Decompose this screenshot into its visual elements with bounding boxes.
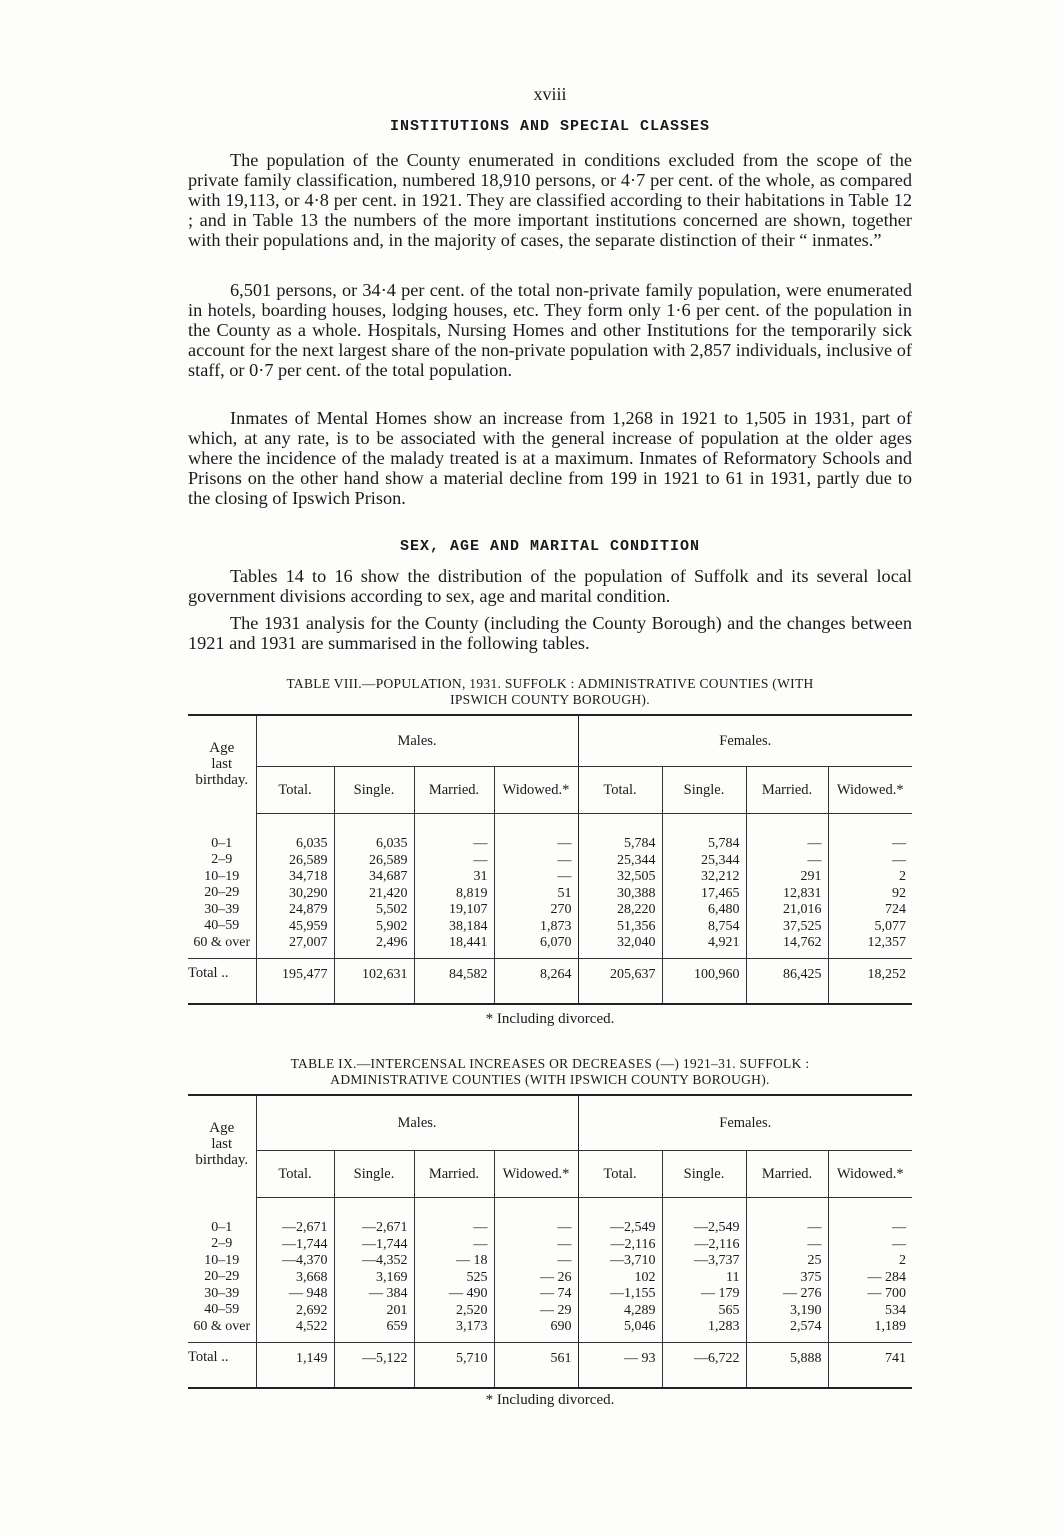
table-cell: 375 bbox=[800, 1269, 822, 1285]
age-column bbox=[188, 1198, 256, 1343]
column-header: Married. bbox=[414, 1151, 494, 1198]
column-header: Widowed.* bbox=[828, 767, 912, 814]
total-cell: 195,477 bbox=[256, 958, 334, 1004]
table-8-footnote: * Including divorced. bbox=[485, 1011, 615, 1027]
table-cell: 201 bbox=[386, 1302, 408, 1318]
table-cell: — bbox=[473, 1236, 488, 1252]
table-cell: — bbox=[807, 836, 822, 851]
section-heading-institutions: INSTITUTIONS AND SPECIAL CLASSES bbox=[389, 118, 711, 135]
column-header: Total. bbox=[256, 767, 334, 814]
paragraph-2-text: 6,501 persons, or 34·4 per cent. of the total non-private family population, were enumerated in hotels, boarding houses, lodging houses, etc. They form only 1·6 per cent. of the population in the County as a whole. Hospitals, Nursing Homes and other Institutions for the temporarily sick account for the next largest share of the non-private population with 2,857 individuals, inclusive of staff, or 0·7 per cent. of the total population. bbox=[188, 280, 912, 380]
table-cell: — bbox=[807, 852, 822, 868]
table-cell: —2,116 bbox=[610, 1236, 656, 1252]
paragraph-5 bbox=[188, 613, 912, 653]
column-header: Widowed.* bbox=[494, 1151, 578, 1198]
table-cell: 4,289 bbox=[624, 1302, 656, 1318]
table-cell: — 490 bbox=[449, 1286, 488, 1301]
column-header: Married. bbox=[414, 767, 494, 814]
table-cell: 6,035 bbox=[376, 836, 408, 851]
data-column bbox=[828, 1198, 912, 1343]
age-header bbox=[188, 1095, 256, 1198]
age-label: 60 & over bbox=[193, 934, 251, 950]
table-cell: 34,687 bbox=[369, 869, 408, 884]
table-cell: —1,744 bbox=[362, 1236, 408, 1252]
table-cell: 26,589 bbox=[289, 852, 328, 868]
paragraph-4 bbox=[188, 566, 912, 606]
table-cell: 6,070 bbox=[540, 935, 572, 950]
table-cell: 3,668 bbox=[296, 1269, 328, 1285]
column-header: Single. bbox=[662, 767, 746, 814]
table-8-caption bbox=[188, 676, 912, 708]
table-cell: 5,902 bbox=[376, 918, 408, 934]
data-column bbox=[746, 1198, 828, 1343]
total-cell: 561 bbox=[494, 1342, 578, 1388]
table-8 bbox=[188, 714, 912, 1005]
females-header: Females. bbox=[578, 715, 912, 767]
table-cell: 14,762 bbox=[783, 935, 822, 950]
males-header: Males. bbox=[256, 715, 578, 767]
age-column bbox=[188, 814, 256, 959]
data-column bbox=[662, 1198, 746, 1343]
total-cell: 741 bbox=[885, 1350, 906, 1366]
table-cell: —4,352 bbox=[362, 1253, 408, 1268]
paragraph-5-text: The 1931 analysis for the County (including the County Borough) and the changes between 1921 and 1931 are summarised in the following tables. bbox=[188, 613, 912, 653]
table-cell: — bbox=[892, 836, 906, 851]
table-cell: — bbox=[807, 1220, 822, 1235]
table-cell: — bbox=[557, 869, 572, 884]
total-label: Total .. bbox=[188, 958, 256, 1004]
table-cell: — bbox=[473, 1220, 488, 1235]
column-header-row bbox=[188, 767, 912, 814]
table-cell: — 26 bbox=[540, 1269, 572, 1285]
table-cell: — 18 bbox=[456, 1253, 488, 1268]
paragraph-1 bbox=[188, 150, 912, 250]
table-cell: 534 bbox=[885, 1302, 906, 1318]
table-cell: —3,710 bbox=[610, 1253, 656, 1268]
age-label: 60 & over bbox=[193, 1318, 251, 1334]
column-header: Widowed.* bbox=[494, 767, 578, 814]
table-cell: — bbox=[557, 1236, 572, 1252]
table-cell: 724 bbox=[885, 902, 906, 917]
table-cell: 2 bbox=[899, 869, 906, 884]
table-cell: 8,819 bbox=[456, 885, 488, 901]
table-cell: 25,344 bbox=[701, 852, 740, 868]
total-row bbox=[188, 958, 912, 1004]
table-cell: 690 bbox=[550, 1319, 572, 1334]
table-cell: — bbox=[557, 836, 572, 851]
table-cell: 565 bbox=[718, 1302, 740, 1318]
total-label: Total .. bbox=[188, 1342, 256, 1388]
table-cell: 1,873 bbox=[540, 918, 572, 934]
table-cell: 5,046 bbox=[624, 1319, 656, 1334]
age-label: 10–19 bbox=[204, 1252, 240, 1268]
age-label: 30–39 bbox=[204, 1285, 240, 1301]
table-cell: — bbox=[557, 1220, 572, 1235]
table-cell: 25,344 bbox=[617, 852, 656, 868]
table-cell: 37,525 bbox=[783, 918, 822, 934]
data-column bbox=[746, 814, 828, 959]
table-cell: 24,879 bbox=[289, 902, 328, 917]
table-cell: 6,480 bbox=[708, 902, 740, 917]
total-cell: —6,722 bbox=[662, 1342, 746, 1388]
age-header-line: birthday. bbox=[195, 1152, 249, 1168]
column-header: Total. bbox=[578, 767, 662, 814]
age-label: 40–59 bbox=[204, 918, 240, 934]
age-label: 0–1 bbox=[211, 835, 233, 851]
table-cell: —3,737 bbox=[694, 1253, 740, 1268]
table-cell: 51 bbox=[557, 885, 572, 901]
table-cell: 30,388 bbox=[617, 885, 656, 901]
table-cell: 19,107 bbox=[449, 902, 488, 917]
table-cell: 27,007 bbox=[289, 935, 328, 950]
table-cell: — 29 bbox=[540, 1302, 572, 1318]
total-cell: 84,582 bbox=[414, 958, 494, 1004]
column-header: Single. bbox=[334, 1151, 414, 1198]
column-header: Total. bbox=[578, 1151, 662, 1198]
table-cell: 2,692 bbox=[296, 1302, 328, 1318]
table-cell: 51,356 bbox=[617, 918, 656, 934]
table-cell: 3,173 bbox=[456, 1319, 488, 1334]
table-cell: 21,016 bbox=[783, 902, 822, 917]
data-column bbox=[256, 814, 334, 959]
table-cell: 6,035 bbox=[296, 836, 328, 851]
table-cell: — bbox=[892, 1220, 906, 1235]
table-cell: 32,212 bbox=[701, 869, 740, 884]
males-header: Males. bbox=[256, 1095, 578, 1151]
table-cell: 34,718 bbox=[289, 869, 328, 884]
column-header: Total. bbox=[256, 1151, 334, 1198]
data-column bbox=[578, 1198, 662, 1343]
section-heading-sex-age: SEX, AGE AND MARITAL CONDITION bbox=[399, 538, 701, 555]
table-cell: — 700 bbox=[867, 1286, 906, 1301]
table-cell: 92 bbox=[892, 885, 906, 901]
total-row bbox=[188, 1342, 912, 1388]
age-header-line: Age bbox=[209, 740, 235, 756]
table-cell: 28,220 bbox=[617, 902, 656, 917]
table-cell: 1,283 bbox=[708, 1319, 740, 1334]
table-cell: 659 bbox=[386, 1319, 408, 1334]
data-column bbox=[828, 814, 912, 959]
data-column bbox=[414, 814, 494, 959]
age-header-line: birthday. bbox=[195, 772, 249, 788]
paragraph-1-text: The population of the County enumerated in conditions excluded from the scope of the private family classification, numbered 18,910 persons, or 4·7 per cent. of the whole, as compared with 19,113, or 4·8 per cent. in 1921. They are classified according to their habitations in Table 12 ; and in Table 13 the numbers of the more important institutions concerned are shown, together with their populations and, in the majority of cases, the separate distinction of their “ inmates.” bbox=[188, 150, 912, 250]
age-label: 40–59 bbox=[204, 1302, 240, 1318]
total-cell: 102,631 bbox=[334, 958, 414, 1004]
total-cell: 86,425 bbox=[746, 958, 828, 1004]
table-cell: 31 bbox=[473, 869, 488, 884]
total-cell: 8,264 bbox=[494, 958, 578, 1004]
table-cell: —4,370 bbox=[282, 1253, 328, 1268]
table-9 bbox=[188, 1094, 912, 1389]
table-cell: —2,549 bbox=[694, 1220, 740, 1235]
table-cell: —1,155 bbox=[610, 1286, 656, 1301]
table-cell: 12,357 bbox=[867, 935, 906, 950]
table-cell: — 179 bbox=[701, 1286, 740, 1301]
table-8-caption-line2: IPSWICH COUNTY BOROUGH). bbox=[450, 692, 650, 707]
data-column bbox=[334, 1198, 414, 1343]
table-cell: 2,520 bbox=[456, 1302, 488, 1318]
table-cell: — 284 bbox=[867, 1269, 906, 1285]
total-cell: 5,888 bbox=[746, 1342, 828, 1388]
total-cell: 205,637 bbox=[578, 958, 662, 1004]
table-cell: 1,189 bbox=[874, 1319, 906, 1334]
column-header: Married. bbox=[746, 767, 828, 814]
table-cell: —2,671 bbox=[362, 1220, 408, 1235]
table-cell: — bbox=[892, 1236, 906, 1252]
total-cell: — 93 bbox=[578, 1342, 662, 1388]
table-cell: 4,522 bbox=[296, 1319, 328, 1334]
age-label: 30–39 bbox=[204, 901, 240, 917]
table-cell: —2,671 bbox=[282, 1220, 328, 1235]
table-cell: 5,784 bbox=[624, 836, 656, 851]
data-column bbox=[494, 1198, 578, 1343]
table-cell: — 74 bbox=[540, 1286, 572, 1301]
table-cell: 18,441 bbox=[449, 935, 488, 950]
table-cell: 32,505 bbox=[617, 869, 656, 884]
table-cell: 5,784 bbox=[708, 836, 740, 851]
paragraph-3-text: Inmates of Mental Homes show an increase from 1,268 in 1921 to 1,505 in 1931, part of which, at any rate, is to be associated with the general increase of population at the older ages where the incidence of the malady treated is at a maximum. Inmates of Reformatory Schools and Prisons on the other hand show a material decline from 199 in 1921 to 61 in 1931, partly due to the closing of Ipswich Prison. bbox=[188, 408, 912, 508]
data-column bbox=[334, 814, 414, 959]
paragraph-3 bbox=[188, 408, 912, 508]
table-cell: —1,744 bbox=[282, 1236, 328, 1252]
age-label: 2–9 bbox=[211, 1236, 233, 1252]
column-header: Single. bbox=[334, 767, 414, 814]
table-cell: 8,754 bbox=[708, 918, 740, 934]
table-cell: 2,496 bbox=[376, 935, 408, 950]
column-header: Single. bbox=[662, 1151, 746, 1198]
column-header: Married. bbox=[746, 1151, 828, 1198]
table-cell: — bbox=[807, 1236, 822, 1252]
data-column bbox=[662, 814, 746, 959]
table-cell: 3,169 bbox=[376, 1269, 408, 1285]
table-cell: — 276 bbox=[783, 1286, 822, 1301]
table-cell: 525 bbox=[466, 1269, 488, 1285]
column-header: Widowed.* bbox=[828, 1151, 912, 1198]
table-cell: — bbox=[473, 852, 488, 868]
table-cell: 32,040 bbox=[617, 935, 656, 950]
age-header-line: last bbox=[211, 1136, 233, 1152]
table-cell: 12,831 bbox=[783, 885, 822, 901]
table-cell: 3,190 bbox=[790, 1302, 822, 1318]
females-header: Females. bbox=[578, 1095, 912, 1151]
table-cell: 291 bbox=[800, 869, 822, 884]
table-cell: 270 bbox=[550, 902, 572, 917]
data-column bbox=[414, 1198, 494, 1343]
page-number: xviii bbox=[533, 84, 567, 104]
data-column bbox=[256, 1198, 334, 1343]
age-header-line: last bbox=[211, 756, 233, 772]
age-header bbox=[188, 715, 256, 814]
total-cell: —5,122 bbox=[334, 1342, 414, 1388]
table-cell: 25 bbox=[807, 1253, 822, 1268]
age-label: 20–29 bbox=[204, 1269, 240, 1285]
age-header-line: Age bbox=[209, 1120, 235, 1136]
table-cell: — bbox=[557, 852, 572, 868]
paragraph-4-text: Tables 14 to 16 show the distribution of the population of Suffolk and its several local government divisions according to sex, age and marital condition. bbox=[188, 566, 912, 606]
data-column bbox=[578, 814, 662, 959]
age-label: 0–1 bbox=[211, 1219, 233, 1235]
data-row bbox=[188, 1198, 912, 1343]
age-label: 20–29 bbox=[204, 885, 240, 901]
table-cell: 30,290 bbox=[289, 885, 328, 901]
age-label: 2–9 bbox=[211, 852, 233, 868]
table-cell: — 948 bbox=[289, 1286, 328, 1301]
table-cell: 2 bbox=[899, 1253, 906, 1268]
column-header-row bbox=[188, 1151, 912, 1198]
table-cell: 21,420 bbox=[369, 885, 408, 901]
paragraph-2 bbox=[188, 280, 912, 380]
data-column bbox=[494, 814, 578, 959]
age-label: 10–19 bbox=[204, 868, 240, 884]
table-cell: 5,077 bbox=[874, 918, 906, 934]
total-cell: 1,149 bbox=[256, 1342, 334, 1388]
table-cell: — bbox=[557, 1253, 572, 1268]
table-cell: — 384 bbox=[369, 1286, 408, 1301]
total-cell: 18,252 bbox=[867, 966, 906, 982]
table-cell: —2,116 bbox=[694, 1236, 740, 1252]
table-cell: 45,959 bbox=[289, 918, 328, 934]
table-9-caption-line2: ADMINISTRATIVE COUNTIES (WITH IPSWICH COUNTY BOROUGH). bbox=[330, 1072, 770, 1087]
table-cell: 11 bbox=[726, 1269, 740, 1285]
table-9-caption-line1: TABLE IX.—INTERCENSAL INCREASES OR DECREASES (—) 1921–31. SUFFOLK : bbox=[290, 1056, 810, 1071]
table-cell: — bbox=[473, 836, 488, 851]
table-cell: 17,465 bbox=[701, 885, 740, 901]
total-cell: 100,960 bbox=[662, 958, 746, 1004]
table-9-footnote: * Including divorced. bbox=[485, 1392, 615, 1408]
table-cell: 26,589 bbox=[369, 852, 408, 868]
table-cell: 2,574 bbox=[790, 1319, 822, 1334]
total-cell: 5,710 bbox=[414, 1342, 494, 1388]
table-cell: 38,184 bbox=[449, 918, 488, 934]
table-cell: 102 bbox=[634, 1269, 656, 1285]
table-cell: — bbox=[892, 852, 906, 868]
table-cell: 4,921 bbox=[708, 935, 740, 950]
table-8-caption-line1: TABLE VIII.—POPULATION, 1931. SUFFOLK : ADMINISTRATIVE COUNTIES (WITH bbox=[286, 676, 814, 691]
table-cell: —2,549 bbox=[610, 1220, 656, 1235]
data-row bbox=[188, 814, 912, 959]
table-9-caption bbox=[188, 1056, 912, 1088]
table-cell: 5,502 bbox=[376, 902, 408, 917]
